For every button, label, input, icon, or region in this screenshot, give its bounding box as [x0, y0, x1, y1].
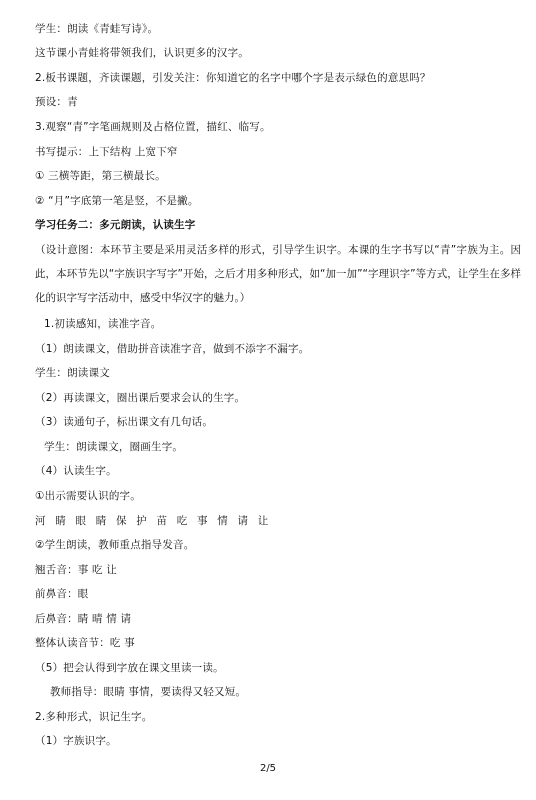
character: 事: [197, 515, 208, 527]
text-line: 学生：朗读课文，圈画生字。: [44, 441, 184, 453]
text-line: （4）认读生字。: [35, 465, 117, 477]
text-line: ①出示需要认识的字。: [35, 490, 141, 502]
character: 让: [257, 515, 269, 527]
text-line: 2.板书课题，齐读课题，引发关注：你知道它的名字中哪个字是表示绿色的意思吗？: [35, 72, 431, 84]
character: 苗: [156, 515, 168, 527]
text-line: 预设：青: [35, 96, 78, 108]
text-line: 学生：朗读课文: [35, 367, 110, 379]
text-line: 学生：朗读《青蛙写诗》。: [35, 23, 159, 35]
text-line: （3）读通句子，标出课文有几句话。: [35, 416, 214, 428]
character: 请: [237, 515, 249, 527]
character: 吃: [176, 515, 188, 527]
section-heading: 学习任务二：多元朗读，认读生字: [35, 219, 196, 231]
character: 睛: [95, 515, 107, 527]
character: 保: [116, 515, 127, 527]
character: 河: [35, 515, 46, 527]
page-number: 2/5: [259, 763, 277, 774]
design-intent-paragraph: （设计意图：本环节主要是采用灵活多样的形式，引导学生识字。本课的生字书写以“青”字族为主。因此，本环节先以“字族识字写字”开始，之后才用多种形式，如“加一加”“字理识字”等方式，让学生在多样化的识字写字活动中，感受中华汉字的魅力。）: [35, 244, 521, 304]
text-line: ②学生朗读，教师重点指导发音。: [35, 539, 195, 551]
text-line: 前鼻音：眼: [35, 588, 89, 600]
text-line: （2）再读课文，圈出课后要求会认的生字。: [35, 392, 246, 404]
text-line: （1）朗读课文，借助拼音读准字音，做到不添字不漏字。: [35, 343, 310, 355]
text-line: （1）字族识字。: [35, 735, 117, 747]
text-line: 书写提示：上下结构 上宽下窄: [35, 146, 178, 158]
text-line: （5）把会认得到字放在课文里读一读。: [35, 662, 224, 674]
text-line: 1.初读感知，读准字音。: [44, 318, 162, 330]
text-line: 2.多种形式，识记生字。: [35, 711, 153, 723]
text-line: ② “月”字底第一笔是竖，不是撇。: [35, 195, 199, 207]
character: 眼: [75, 515, 87, 527]
text-line: 翘舌音：事 吃 让: [35, 564, 117, 576]
character-list: [35, 514, 274, 528]
text-line: ① 三横等距，第三横最长。: [35, 170, 166, 182]
text-line: 3.观察“青”字笔画规则及占格位置，描红、临写。: [35, 121, 271, 133]
character: 情: [217, 515, 228, 527]
text-line: 教师指导：眼睛 事情，要读得又轻又短。: [50, 686, 247, 698]
text-line: 后鼻音：睛 晴 情 请: [35, 613, 132, 625]
character: 睛: [55, 515, 66, 527]
text-line: 这节课小青蛙将带领我们，认识更多的汉字。: [35, 47, 249, 59]
text-line: 整体认读音节：吃 事: [35, 637, 135, 649]
character: 护: [136, 515, 147, 527]
